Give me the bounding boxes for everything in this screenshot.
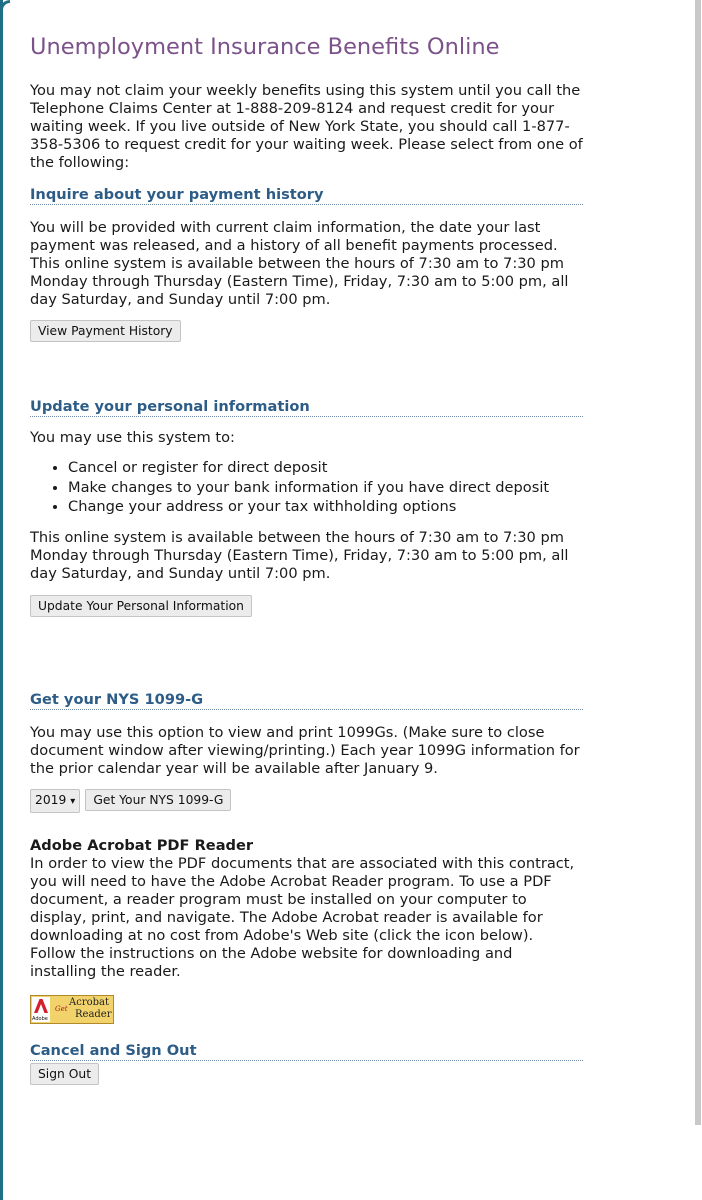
personal-info-availability: This online system is available between the hours of 7:30 am to 7:30 pm Monday through Thursday (Eastern Time), Friday, 7:30 am to 5:00 pm, all day Saturday, and Sunday until 7:00 pm.: [30, 528, 569, 582]
main-content: [30, 32, 583, 1085]
badge-acrobat-text: Acrobat: [69, 996, 110, 1008]
personal-info-lead: You may use this system to:: [30, 429, 235, 446]
form-1099g-heading: Get your NYS 1099-G: [30, 691, 583, 710]
year-select[interactable]: [30, 789, 80, 813]
sign-out-button[interactable]: Sign Out: [30, 1063, 99, 1085]
page-left-border: [0, 0, 3, 1200]
get-acrobat-reader-badge[interactable]: [30, 995, 114, 1024]
sign-out-heading: Cancel and Sign Out: [30, 1042, 583, 1061]
badge-adobe-text: Adobe: [32, 1015, 48, 1022]
personal-info-list: [30, 458, 583, 517]
year-select-value: 2019: [35, 792, 67, 807]
badge-get-text: Get: [55, 1004, 68, 1013]
scrollbar-thumb[interactable]: [695, 0, 701, 1125]
badge-reader-text: Reader: [75, 1008, 112, 1020]
personal-info-heading: Update your personal information: [30, 398, 583, 417]
form-1099g-description: You may use this option to view and print 1099Gs. (Make sure to close document window after viewing/printing.) Each year 1099G information for the prior calendar year will be available after January 9.: [30, 723, 580, 777]
payment-history-heading: Inquire about your payment history: [30, 186, 583, 205]
list-item: • Cancel or register for direct deposit: [68, 458, 583, 478]
list-item: • Make changes to your bank information if you have direct deposit: [68, 478, 583, 498]
adobe-logo-icon: [32, 997, 50, 1022]
payment-history-description: You will be provided with current claim information, the date your last payment was released, and a history of all benefit payments processed. This online system is available between the hours of 7:30 am to 7:30 pm Monday through Thursday (Eastern Time), Friday, 7:30 am to 5:00 pm, all day Saturday, and Sunday until 7:00 pm.: [30, 219, 569, 308]
acrobat-title: Adobe Acrobat PDF Reader: [30, 836, 254, 854]
scrollbar[interactable]: [694, 0, 702, 1200]
view-payment-history-button[interactable]: View Payment History: [30, 320, 181, 342]
update-personal-info-button[interactable]: Update Your Personal Information: [30, 595, 252, 617]
page-title: Unemployment Insurance Benefits Online: [30, 34, 500, 60]
list-item: • Change your address or your tax withholding options: [68, 497, 583, 517]
acrobat-description: In order to view the PDF documents that are associated with this contract, you will need to have the Adobe Acrobat Reader program. To use a PDF document, a reader program must be installed on your computer to display, print, and navigate. The Adobe Acrobat reader is available for downloading at no cost from Adobe's Web site (click the icon below). Follow the instructions on the Adobe website for downloading and installing the reader.: [30, 854, 575, 980]
intro-text: You may not claim your weekly benefits using this system until you call the Telephone Claims Center at 1-888-209-8124 and request credit for your waiting week. If you live outside of New York State, you should call 1-877-358-5306 to request credit for your waiting week. Please select from one of the following:: [30, 82, 583, 171]
get-1099g-button[interactable]: Get Your NYS 1099-G: [85, 789, 231, 811]
chevron-down-icon: ▾: [70, 795, 76, 807]
